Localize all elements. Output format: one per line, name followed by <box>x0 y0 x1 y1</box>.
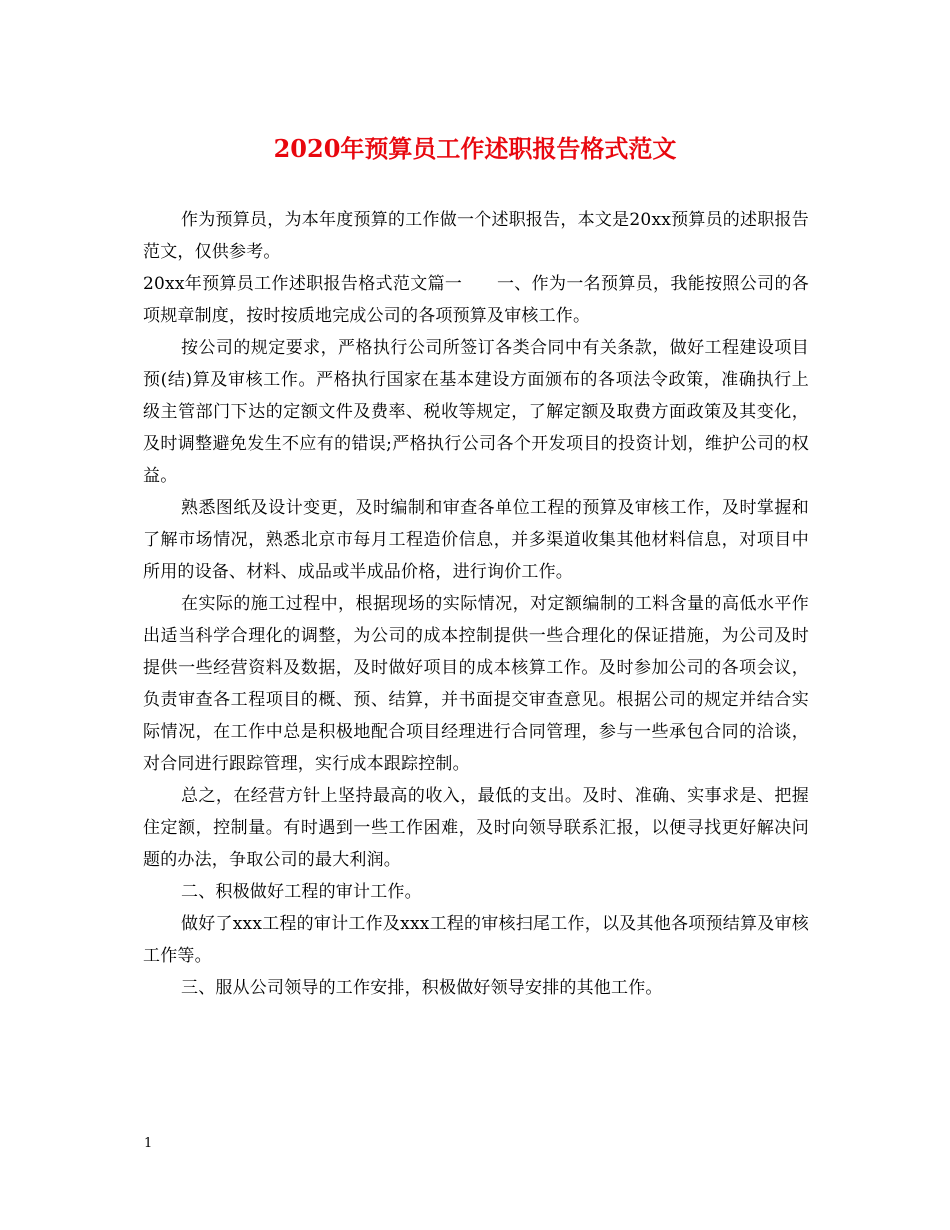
paragraph-intro: 作为预算员，为本年度预算的工作做一个述职报告，本文是20xx预算员的述职报告范文，仅供参考。 <box>143 210 809 262</box>
paragraph-contract-rules: 按公司的规定要求，严格执行公司所签订各类合同中有关条款，做好工程建设项目预(结)算及审核工作。严格执行国家在基本建设方面颁布的各项法令政策，准确执行上级主管部门下达的定额文件及费率、税收等规定，了解定额及取费方面政策及其变化，及时调整避免发生不应有的错误;严格执行公司各个开发项目的投资计划，维护公司的权益。 <box>143 338 809 486</box>
paragraph-summary: 总之，在经营方针上坚持最高的收入，最低的支出。及时、准确、实事求是、把握住定额，控制量。有时遇到一些工作困难，及时向领导联系汇报，以便寻找更好解决问题的办法，争取公司的最大利润。 <box>143 786 809 870</box>
paragraph-drawings: 熟悉图纸及设计变更，及时编制和审查各单位工程的预算及审核工作，及时掌握和了解市场情况，熟悉北京市每月工程造价信息，并多渠道收集其他材料信息，对项目中所用的设备、材料、成品或半成品价格，进行询价工作。 <box>143 498 809 582</box>
paragraph-section-three: 三、服从公司领导的工作安排，积极做好领导安排的其他工作。 <box>181 978 663 998</box>
paragraph-construction: 在实际的施工过程中，根据现场的实际情况，对定额编制的工料含量的高低水平作出适当科学合理化的调整，为公司的成本控制提供一些合理化的保证措施，为公司及时提供一些经营资料及数据，及时做好项目的成本核算工作。及时参加公司的各项会议，负责审查各工程项目的概、预、结算，并书面提交审查意见。根据公司的规定并结合实际情况，在工作中总是积极地配合项目经理进行合同管理，参与一些承包合同的洽谈，对合同进行跟踪管理，实行成本跟踪控制。 <box>143 594 809 774</box>
paragraph-section-two: 二、积极做好工程的审计工作。 <box>181 882 422 902</box>
document-title: 2020年预算员工作述职报告格式范文 <box>273 134 677 163</box>
paragraph-section-one: 20xx年预算员工作述职报告格式范文篇一 一、作为一名预算员，我能按照公司的各项规章制度，按时按质地完成公司的各项预算及审核工作。 <box>143 274 809 326</box>
paragraph-audit-work: 做好了xxx工程的审计工作及xxx工程的审核扫尾工作，以及其他各项预结算及审核工作等。 <box>143 914 809 966</box>
document-body <box>143 204 809 1004</box>
page-number: 1 <box>144 1136 153 1151</box>
